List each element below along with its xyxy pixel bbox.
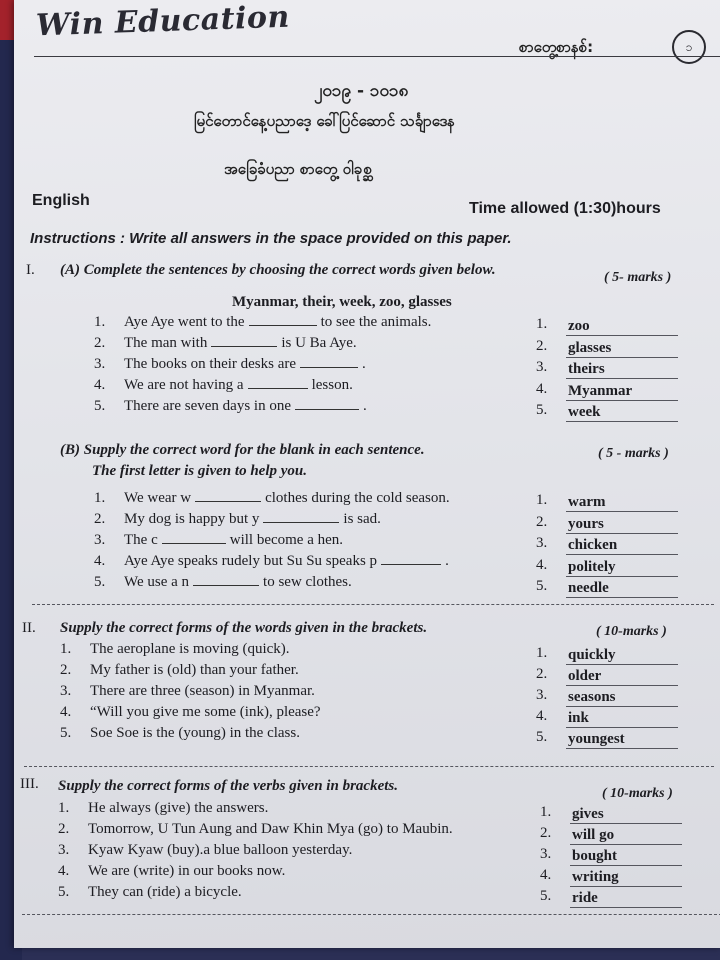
question-text: The aeroplane is moving (quick). <box>90 641 290 657</box>
exam-paper <box>14 0 720 948</box>
section-divider <box>22 914 720 915</box>
question-row <box>94 574 352 591</box>
answer-number: 2. <box>536 337 548 354</box>
question-text-after: to see the animals. <box>320 314 432 330</box>
question-row <box>94 335 357 352</box>
question-text-before: The man with <box>124 335 208 351</box>
question-row <box>60 662 299 679</box>
question-row <box>94 553 449 570</box>
question-number: 2. <box>60 662 72 678</box>
question-text: Tomorrow, U Tun Aung and Daw Khin Mya (go) to Maubin. <box>88 821 453 837</box>
section-2-title: Supply the correct forms of the words given in the brackets. <box>60 620 428 636</box>
answer-text: week <box>566 404 678 422</box>
answer-text: gives <box>570 806 682 824</box>
answer-number: 3. <box>536 535 548 552</box>
question-number: 1. <box>58 800 70 816</box>
question-text: We are (write) in our books now. <box>88 863 286 879</box>
answer-blank <box>295 409 359 410</box>
question-text-after: to sew clothes. <box>263 574 352 590</box>
question-text: There are three (season) in Myanmar. <box>90 683 315 699</box>
question-number: 5. <box>60 725 72 741</box>
answer-number: 5. <box>536 729 548 745</box>
exam-year: ၂၀၁၉ - ၁၀၁၈ <box>314 81 409 101</box>
answer-text: older <box>566 668 678 686</box>
question-row <box>94 490 450 507</box>
answer-number: 4. <box>536 380 548 397</box>
school-title: မြင်တောင်နေ့ပညာဒေ့ ခေါ်ပြင်ဆောင် သင်္ချာဒေန <box>194 112 455 130</box>
answer-text: theirs <box>566 361 678 379</box>
question-number: 3. <box>94 356 106 372</box>
question-number: 5. <box>58 884 70 900</box>
answer-text: zoo <box>566 318 678 336</box>
section-1b-title: (B) Supply the correct word for the blank in each sentence. <box>60 442 425 458</box>
question-text: Kyaw Kyaw (buy).a blue balloon yesterday. <box>88 842 353 858</box>
answer-number: 3. <box>540 846 552 862</box>
question-text: Soe Soe is the (young) in the class. <box>90 725 300 741</box>
question-row <box>58 800 268 817</box>
answer-number: 4. <box>540 867 552 883</box>
answer-text: seasons <box>566 689 678 707</box>
section-divider <box>24 766 714 767</box>
question-number: 3. <box>94 532 106 548</box>
answer-number: 4. <box>536 708 548 724</box>
answer-blank <box>193 585 259 586</box>
question-number: 3. <box>58 842 70 858</box>
subject-label-myanmar: စာတွေ့စာနစ်: <box>519 38 594 56</box>
answer-text: yours <box>566 516 678 534</box>
exam-title: အခြေခံပညာ စာတွေ့ ဝါခုစ္ဆ <box>224 160 373 178</box>
page-number-badge: ၁ <box>672 30 706 64</box>
instructions: Instructions : Write all answers in the space provided on this paper. <box>30 230 512 247</box>
question-text-before: Aye Aye went to the <box>124 314 245 330</box>
question-text-after: . <box>363 398 367 414</box>
answer-text: warm <box>566 494 678 512</box>
question-number: 2. <box>94 335 106 351</box>
question-text-before: The books on their desks are <box>124 356 297 372</box>
question-text-after: will become a hen. <box>229 532 344 548</box>
header-divider <box>34 56 720 57</box>
question-text-after: lesson. <box>311 377 353 393</box>
answer-blank <box>381 564 441 565</box>
question-number: 4. <box>94 377 106 393</box>
question-row <box>94 314 431 331</box>
section-divider <box>32 604 714 605</box>
section-2-number: II. <box>22 620 36 636</box>
question-text-after: . <box>362 356 366 372</box>
question-row <box>58 884 242 901</box>
question-row <box>60 725 300 742</box>
section-3-marks: ( 10-marks ) <box>602 786 673 801</box>
answer-text: glasses <box>566 340 678 358</box>
time-allowed: Time allowed (1:30)hours <box>469 200 661 217</box>
question-text-before: We are not having a <box>124 377 244 393</box>
answer-text: ride <box>570 890 682 908</box>
question-text: He always (give) the answers. <box>88 800 269 816</box>
question-text-after: clothes during the cold season. <box>265 490 450 506</box>
answer-blank <box>211 346 277 347</box>
question-row <box>94 377 353 394</box>
section-1a-title: (A) Complete the sentences by choosing the correct words given below. <box>60 262 496 278</box>
section-2-marks: ( 10-marks ) <box>596 624 667 639</box>
question-row <box>58 821 453 838</box>
answer-number: 1. <box>536 316 548 332</box>
question-number: 5. <box>94 398 106 414</box>
section-1b-marks: ( 5 - marks ) <box>598 446 669 461</box>
question-row <box>58 863 285 880</box>
answer-number: 1. <box>536 645 548 661</box>
answer-text: will go <box>570 827 682 845</box>
answer-blank <box>263 522 339 523</box>
question-number: 2. <box>58 821 70 837</box>
answer-blank <box>300 367 358 368</box>
question-number: 3. <box>60 683 72 699</box>
answer-text: youngest <box>566 731 678 749</box>
question-text-after: . <box>445 553 449 569</box>
question-row <box>94 511 381 528</box>
question-number: 4. <box>60 704 72 720</box>
question-text: “Will you give me some (ink), please? <box>90 704 321 720</box>
question-row <box>94 398 367 415</box>
answer-number: 3. <box>536 359 548 376</box>
answer-text: quickly <box>566 647 678 665</box>
question-text-before: Aye Aye speaks rudely but Su Su speaks p <box>124 553 378 569</box>
question-row <box>60 641 290 658</box>
question-number: 1. <box>60 641 72 657</box>
answer-number: 1. <box>536 492 548 508</box>
question-number: 4. <box>58 863 70 879</box>
answer-number: 2. <box>536 513 548 530</box>
question-number: 5. <box>94 574 106 590</box>
answer-number: 2. <box>536 666 548 682</box>
answer-number: 2. <box>540 825 552 841</box>
answer-text: needle <box>566 580 678 598</box>
subject-name: English <box>32 192 90 209</box>
answer-number: 4. <box>536 556 548 573</box>
question-text-before: We use a n <box>124 574 190 590</box>
answer-number: 5. <box>540 888 552 904</box>
section-1b-subtitle: The first letter is given to help you. <box>92 463 307 479</box>
section-1a-marks: ( 5- marks ) <box>604 270 672 285</box>
question-text-before: We wear w <box>124 490 192 506</box>
question-row <box>94 532 343 549</box>
question-number: 2. <box>94 511 106 527</box>
answer-blank <box>195 501 261 502</box>
answer-text: writing <box>570 869 682 887</box>
question-text: My father is (old) than your father. <box>90 662 299 678</box>
answer-text: Myanmar <box>566 383 678 401</box>
answer-number: 1. <box>540 804 552 820</box>
question-row <box>94 356 366 373</box>
question-row <box>60 683 315 700</box>
answer-text: politely <box>566 559 678 577</box>
question-text: They can (ride) a bicycle. <box>88 884 242 900</box>
answer-blank <box>248 388 308 389</box>
answer-blank <box>249 325 317 326</box>
logo: Win Education <box>35 0 291 44</box>
question-text-before: My dog is happy but y <box>124 511 260 527</box>
answer-number: 5. <box>536 578 548 595</box>
question-text-after: is sad. <box>343 511 381 527</box>
answer-text: ink <box>566 710 678 728</box>
answer-number: 3. <box>536 687 548 703</box>
question-text-before: The c <box>124 532 158 548</box>
question-number: 1. <box>94 314 106 330</box>
section-3-title: Supply the correct forms of the verbs given in brackets. <box>58 778 398 794</box>
word-bank: Myanmar, their, week, zoo, glasses <box>232 294 452 310</box>
section-1-number: I. <box>26 262 35 278</box>
question-row <box>58 842 352 859</box>
question-text-after: is U Ba Aye. <box>281 335 357 351</box>
answer-text: bought <box>570 848 682 866</box>
question-number: 4. <box>94 553 106 569</box>
question-row <box>60 704 321 721</box>
question-number: 1. <box>94 490 106 506</box>
question-text-before: There are seven days in one <box>124 398 292 414</box>
answer-number: 5. <box>536 402 548 419</box>
answer-text: chicken <box>566 537 678 555</box>
answer-blank <box>162 543 226 544</box>
section-3-number: III. <box>20 776 39 792</box>
